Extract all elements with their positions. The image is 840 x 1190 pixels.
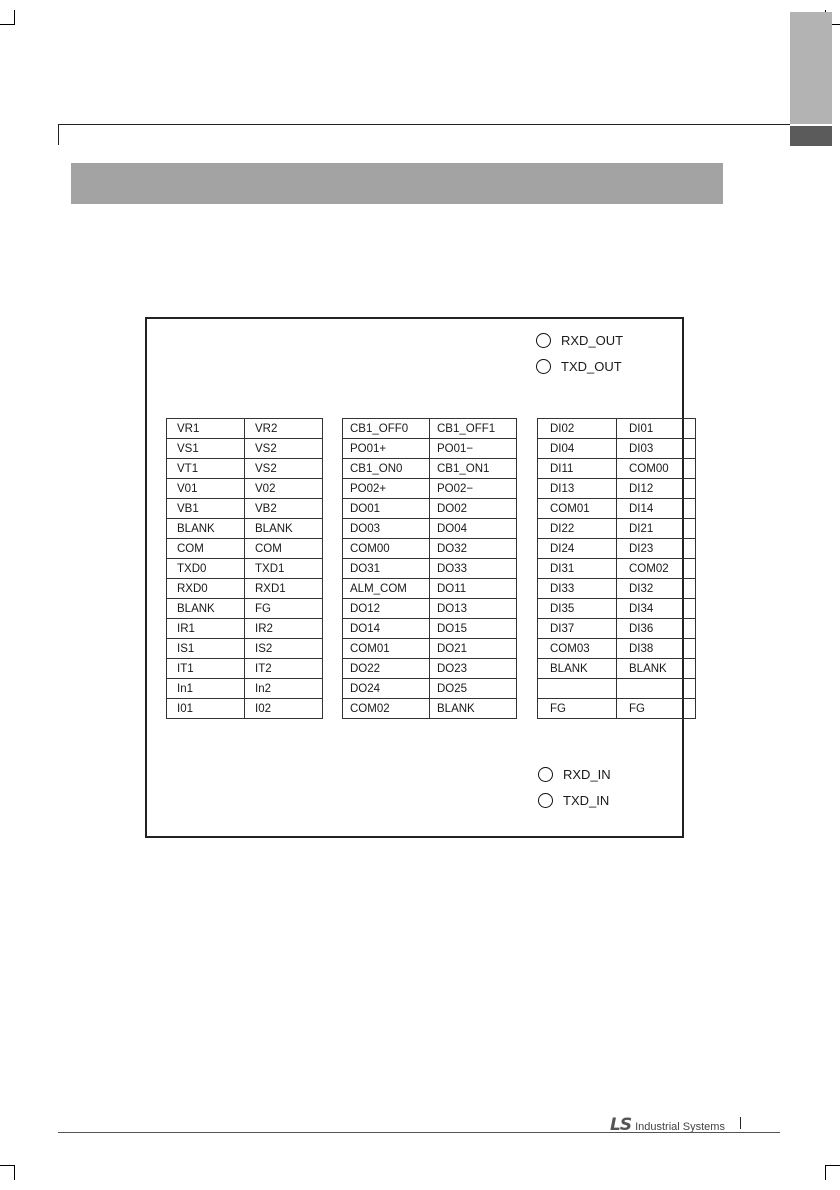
terminal-cell: DO03	[343, 519, 430, 539]
terminal-cell: VS2	[245, 439, 323, 459]
terminal-row	[343, 639, 517, 659]
terminal-row	[167, 559, 323, 579]
terminal-cell: DO24	[343, 679, 430, 699]
terminal-cell: DO21	[430, 639, 517, 659]
terminal-row	[167, 419, 323, 439]
terminal-cell: V01	[167, 479, 245, 499]
led-txd-in	[538, 793, 609, 808]
terminal-row	[538, 599, 696, 619]
terminal-cell: DI23	[617, 539, 696, 559]
terminal-cell: BLANK	[430, 699, 517, 719]
led-circle-icon	[538, 793, 553, 808]
terminal-cell: DO22	[343, 659, 430, 679]
terminal-cell: DI13	[538, 479, 617, 499]
terminal-cell: COM01	[343, 639, 430, 659]
crop-mark-top-left	[0, 10, 15, 25]
terminal-cell: IS1	[167, 639, 245, 659]
terminal-cell: PO02+	[343, 479, 430, 499]
terminal-row	[343, 679, 517, 699]
led-rxd-in	[538, 767, 611, 782]
section-title-bar	[71, 163, 723, 204]
terminal-cell: DI31	[538, 559, 617, 579]
terminal-cell: DI11	[538, 459, 617, 479]
terminal-cell: BLANK	[245, 519, 323, 539]
terminal-table-right	[537, 418, 696, 719]
terminal-table-left	[166, 418, 323, 719]
led-label: TXD_IN	[563, 793, 610, 808]
terminal-row	[167, 679, 323, 699]
terminal-cell: RXD0	[167, 579, 245, 599]
terminal-cell: TXD1	[245, 559, 323, 579]
terminal-cell: DI35	[538, 599, 617, 619]
terminal-row	[538, 699, 696, 719]
terminal-row	[343, 419, 517, 439]
terminal-cell: CB1_ON0	[343, 459, 430, 479]
terminal-cell: DO33	[430, 559, 517, 579]
terminal-cell: DO23	[430, 659, 517, 679]
terminal-cell: DI36	[617, 619, 696, 639]
terminal-cell: DO14	[343, 619, 430, 639]
terminal-row	[167, 599, 323, 619]
terminal-row	[167, 479, 323, 499]
terminal-cell: IR2	[245, 619, 323, 639]
terminal-row	[343, 619, 517, 639]
terminal-row	[343, 479, 517, 499]
terminal-cell: COM00	[343, 539, 430, 559]
terminal-cell: DI22	[538, 519, 617, 539]
terminal-row	[538, 559, 696, 579]
led-circle-icon	[538, 767, 553, 782]
terminal-row	[538, 479, 696, 499]
terminal-cell: In2	[245, 679, 323, 699]
terminal-cell: BLANK	[167, 519, 245, 539]
terminal-cell: VR1	[167, 419, 245, 439]
terminal-row	[343, 539, 517, 559]
terminal-cell: COM02	[617, 559, 696, 579]
terminal-row	[343, 519, 517, 539]
terminal-row	[538, 679, 696, 699]
terminal-cell: COM03	[538, 639, 617, 659]
terminal-row	[538, 459, 696, 479]
terminal-cell: COM01	[538, 499, 617, 519]
led-label: RXD_IN	[563, 767, 611, 782]
terminal-cell: DI03	[617, 439, 696, 459]
terminal-row	[538, 539, 696, 559]
terminal-cell: DO02	[430, 499, 517, 519]
terminal-cell: RXD1	[245, 579, 323, 599]
led-txd-out	[536, 359, 622, 374]
terminal-row	[538, 419, 696, 439]
terminal-row	[167, 519, 323, 539]
terminal-cell: BLANK	[617, 659, 696, 679]
terminal-cell: CB1_ON1	[430, 459, 517, 479]
terminal-cell: DO12	[343, 599, 430, 619]
terminal-cell: I01	[167, 699, 245, 719]
terminal-row	[343, 499, 517, 519]
terminal-cell: VT1	[167, 459, 245, 479]
terminal-cell: FG	[538, 699, 617, 719]
terminal-cell: DO11	[430, 579, 517, 599]
terminal-cell: IT1	[167, 659, 245, 679]
terminal-row	[167, 639, 323, 659]
terminal-cell: DI14	[617, 499, 696, 519]
header-rule-tick	[58, 124, 59, 145]
terminal-cell: VS1	[167, 439, 245, 459]
logo-mark: LS	[610, 1115, 632, 1135]
terminal-cell: DO04	[430, 519, 517, 539]
terminal-cell: In1	[167, 679, 245, 699]
terminal-row	[167, 459, 323, 479]
terminal-cell: V02	[245, 479, 323, 499]
led-circle-icon	[536, 333, 551, 348]
terminal-cell: COM	[245, 539, 323, 559]
terminal-cell: DI02	[538, 419, 617, 439]
footer-page-separator	[740, 1117, 741, 1129]
terminal-row	[343, 699, 517, 719]
terminal-cell: IR1	[167, 619, 245, 639]
terminal-cell: DI33	[538, 579, 617, 599]
terminal-cell: CB1_OFF0	[343, 419, 430, 439]
chapter-side-tab	[790, 12, 832, 124]
terminal-cell	[538, 679, 617, 699]
terminal-row	[538, 519, 696, 539]
led-label: TXD_OUT	[561, 359, 622, 374]
terminal-cell	[617, 679, 696, 699]
terminal-cell: FG	[617, 699, 696, 719]
led-circle-icon	[536, 359, 551, 374]
company-logo	[610, 1115, 725, 1135]
terminal-row	[538, 579, 696, 599]
terminal-cell: BLANK	[167, 599, 245, 619]
terminal-cell: DI21	[617, 519, 696, 539]
terminal-cell: TXD0	[167, 559, 245, 579]
terminal-cell: DI24	[538, 539, 617, 559]
terminal-table-middle	[342, 418, 517, 719]
terminal-cell: FG	[245, 599, 323, 619]
led-label: RXD_OUT	[561, 333, 624, 348]
terminal-row	[343, 659, 517, 679]
terminal-cell: PO02−	[430, 479, 517, 499]
header-rule	[58, 124, 790, 125]
terminal-cell: IT2	[245, 659, 323, 679]
terminal-row	[343, 459, 517, 479]
terminal-cell: DI38	[617, 639, 696, 659]
terminal-cell: I02	[245, 699, 323, 719]
terminal-row	[343, 579, 517, 599]
terminal-cell: DO31	[343, 559, 430, 579]
terminal-cell: DI34	[617, 599, 696, 619]
terminal-row	[343, 599, 517, 619]
terminal-cell: VB1	[167, 499, 245, 519]
terminal-cell: DO13	[430, 599, 517, 619]
terminal-row	[538, 619, 696, 639]
terminal-cell: DO25	[430, 679, 517, 699]
terminal-row	[343, 439, 517, 459]
terminal-cell: DI32	[617, 579, 696, 599]
terminal-cell: DI04	[538, 439, 617, 459]
terminal-cell: ALM_COM	[343, 579, 430, 599]
crop-mark-bottom-right	[825, 1165, 840, 1180]
terminal-cell: DI01	[617, 419, 696, 439]
terminal-row	[538, 439, 696, 459]
terminal-row	[538, 659, 696, 679]
terminal-row	[167, 499, 323, 519]
terminal-cell: DO32	[430, 539, 517, 559]
terminal-cell: PO01−	[430, 439, 517, 459]
terminal-cell: DI12	[617, 479, 696, 499]
terminal-row	[167, 579, 323, 599]
terminal-row	[167, 539, 323, 559]
terminal-cell: DI37	[538, 619, 617, 639]
terminal-cell: DO15	[430, 619, 517, 639]
terminal-row	[343, 559, 517, 579]
terminal-cell: CB1_OFF1	[430, 419, 517, 439]
chapter-side-tab-marker	[790, 126, 832, 146]
terminal-row	[167, 439, 323, 459]
terminal-cell: COM02	[343, 699, 430, 719]
terminal-row	[167, 699, 323, 719]
terminal-row	[538, 499, 696, 519]
terminal-row	[167, 659, 323, 679]
terminal-cell: VR2	[245, 419, 323, 439]
terminal-cell: COM	[167, 539, 245, 559]
terminal-row	[538, 639, 696, 659]
terminal-cell: PO01+	[343, 439, 430, 459]
terminal-cell: IS2	[245, 639, 323, 659]
terminal-row	[167, 619, 323, 639]
terminal-cell: VB2	[245, 499, 323, 519]
terminal-cell: DO01	[343, 499, 430, 519]
led-rxd-out	[536, 333, 623, 348]
crop-mark-bottom-left	[0, 1165, 15, 1180]
logo-brand-text: Industrial Systems	[635, 1121, 725, 1133]
terminal-cell: COM00	[617, 459, 696, 479]
terminal-cell: VS2	[245, 459, 323, 479]
terminal-cell: BLANK	[538, 659, 617, 679]
